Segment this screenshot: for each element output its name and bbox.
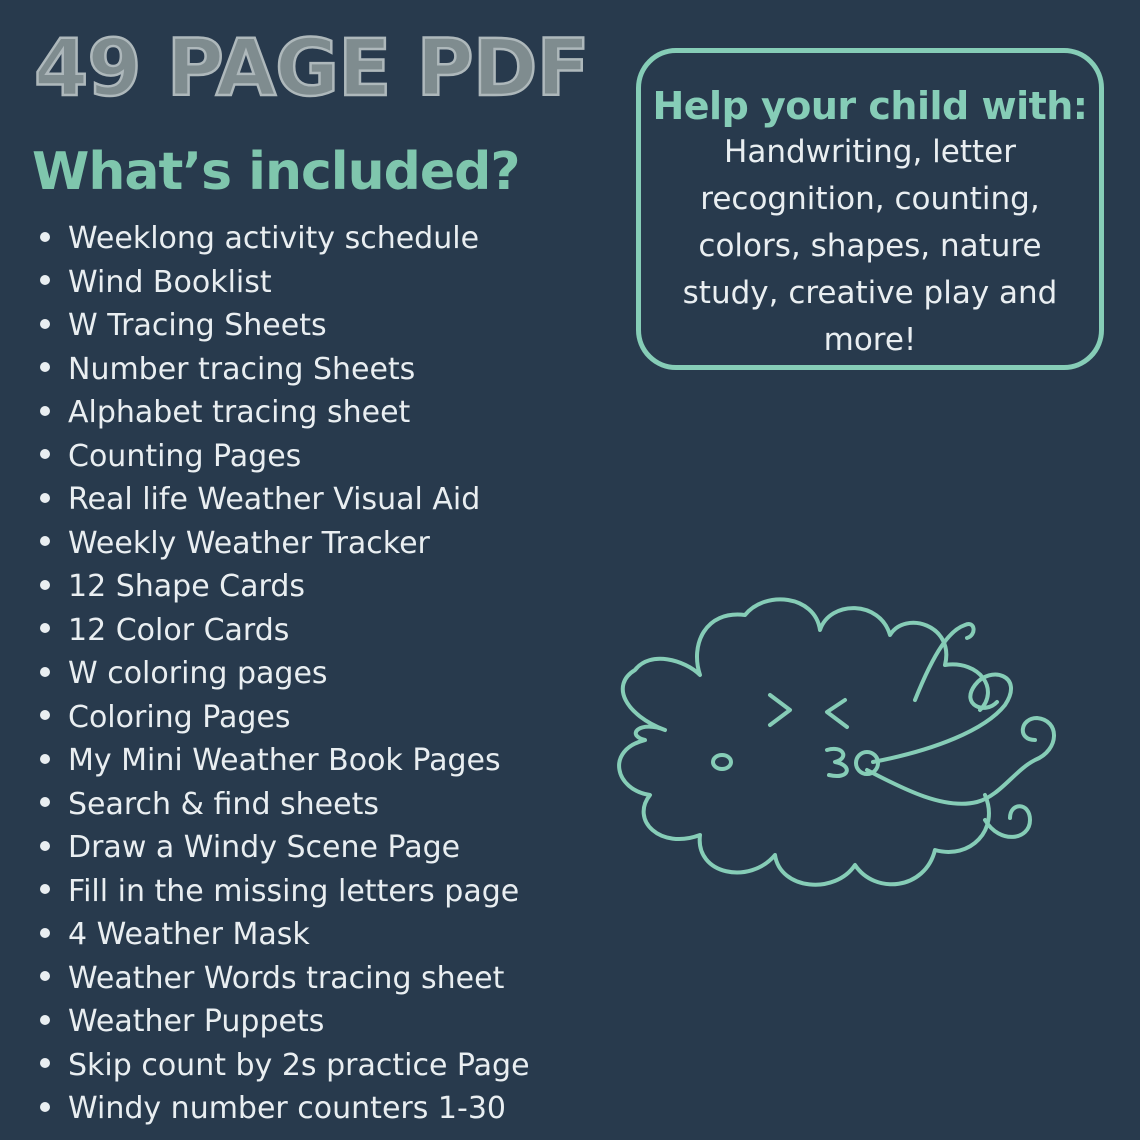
bullet-icon [40, 493, 50, 503]
list-item: Draw a Windy Scene Page [40, 826, 530, 870]
list-item: Search & find sheets [40, 783, 530, 827]
list-item: Weather Words tracing sheet [40, 957, 530, 1001]
bullet-icon [40, 623, 50, 633]
list-item: Skip count by 2s practice Page [40, 1044, 530, 1088]
bullet-icon [40, 797, 50, 807]
list-item: Weekly Weather Tracker [40, 522, 530, 566]
help-callout-box [636, 48, 1104, 370]
list-item: Windy number counters 1-30 [40, 1087, 530, 1131]
bullet-icon [40, 580, 50, 590]
bullet-icon [40, 928, 50, 938]
bullet-icon [40, 971, 50, 981]
list-item: 12 Color Cards [40, 609, 530, 653]
bullet-icon [40, 406, 50, 416]
callout-body: Handwriting, letter recognition, counting, colors, shapes, nature study, creative play and more! [682, 134, 1058, 358]
bullet-icon [40, 1058, 50, 1068]
list-item: Number tracing Sheets [40, 348, 530, 392]
callout-title: Help your child with: [652, 84, 1088, 128]
bullet-icon [40, 232, 50, 242]
bullet-icon [40, 841, 50, 851]
list-item: Alphabet tracing sheet [40, 391, 530, 435]
bullet-icon [40, 362, 50, 372]
list-item: 4 Weather Mask [40, 913, 530, 957]
list-item: Wind Booklist [40, 261, 530, 305]
bullet-icon [40, 1015, 50, 1025]
list-item: Coloring Pages [40, 696, 530, 740]
bullet-icon [40, 536, 50, 546]
list-item: My Mini Weather Book Pages [40, 739, 530, 783]
whats-included-heading: What’s included? [32, 142, 520, 202]
list-item: Weather Puppets [40, 1000, 530, 1044]
bullet-icon [40, 1102, 50, 1112]
list-item: 12 Shape Cards [40, 565, 530, 609]
list-item: W Tracing Sheets [40, 304, 530, 348]
list-item: Counting Pages [40, 435, 530, 479]
bullet-icon [40, 319, 50, 329]
page-headline: 49 PAGE PDF [34, 24, 589, 114]
list-item: Weeklong activity schedule [40, 217, 530, 261]
bullet-icon [40, 449, 50, 459]
wind-cloud-icon [605, 590, 1075, 900]
list-item: Real life Weather Visual Aid [40, 478, 530, 522]
bullet-icon [40, 275, 50, 285]
bullet-icon [40, 710, 50, 720]
bullet-icon [40, 884, 50, 894]
list-item: W coloring pages [40, 652, 530, 696]
bullet-icon [40, 754, 50, 764]
list-item: Fill in the missing letters page [40, 870, 530, 914]
bullet-icon [40, 667, 50, 677]
included-items-list [40, 217, 530, 1131]
